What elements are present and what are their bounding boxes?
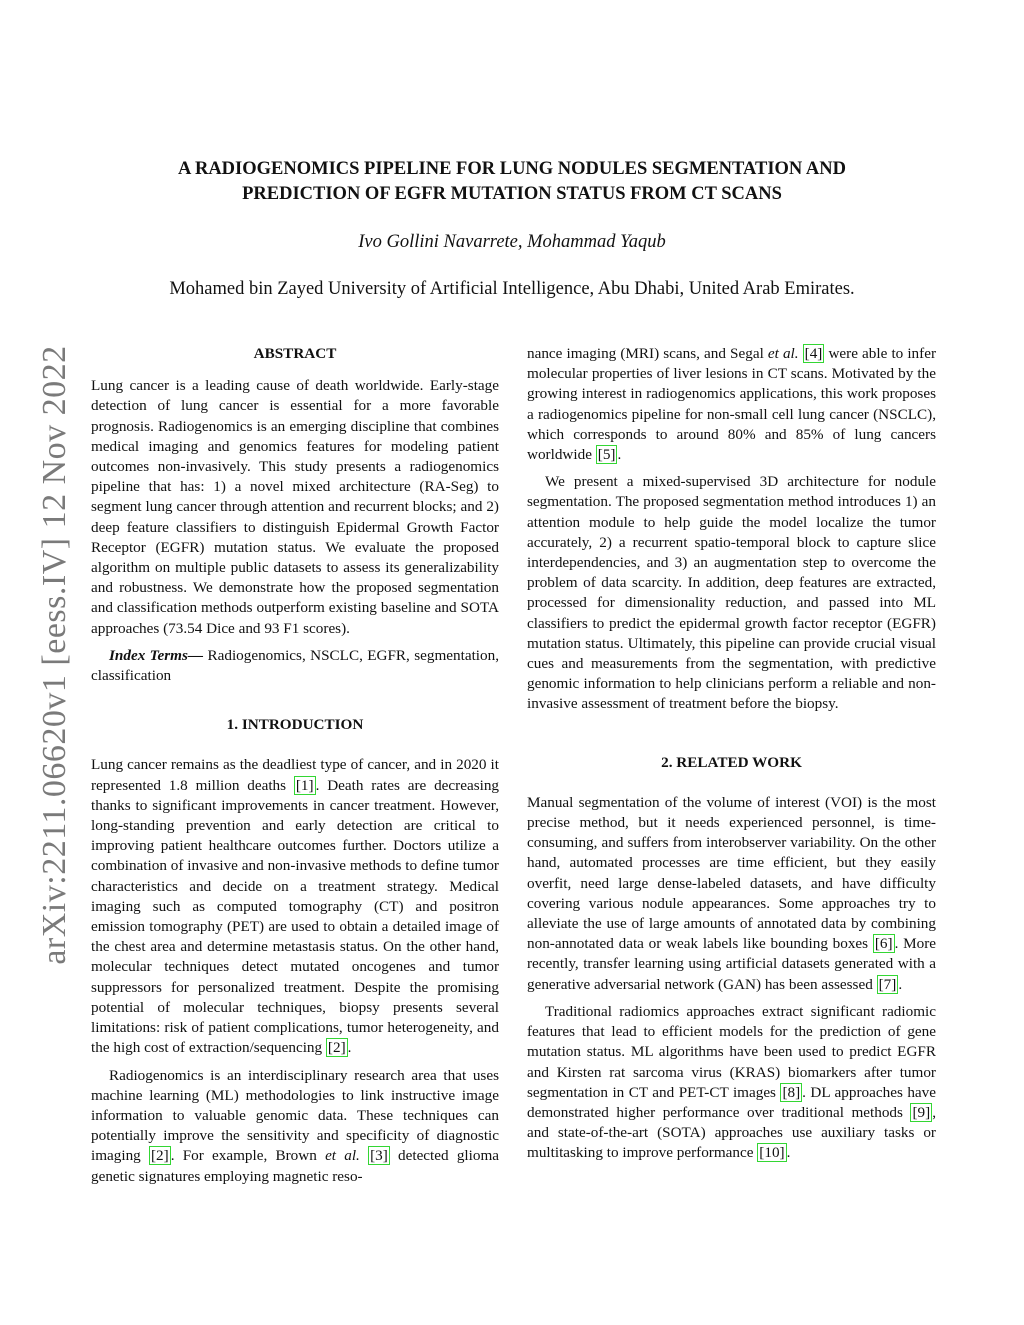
right-paragraph-1 bbox=[527, 344, 936, 465]
citation-5[interactable]: [5] bbox=[597, 446, 616, 464]
right-p1-end: . bbox=[617, 446, 622, 464]
citation-2[interactable]: [2] bbox=[327, 1039, 346, 1057]
intro-p2-text-c: detected glioma genetic signatures employing magnetic reso- bbox=[91, 1147, 499, 1185]
citation-3[interactable]: [3] bbox=[370, 1147, 388, 1165]
related-paragraph-2 bbox=[527, 1002, 936, 1164]
related-p2-text-b: . DL approaches have demonstrated higher performance over traditional methods bbox=[527, 1083, 936, 1121]
citation-7[interactable]: [7] bbox=[878, 975, 897, 993]
related-paragraph-1 bbox=[527, 793, 936, 995]
title-line-1: A RADIOGENOMICS PIPELINE FOR LUNG NODULES SEGMENTATION AND bbox=[178, 159, 846, 179]
abstract-text: Lung cancer is a leading cause of death worldwide. Early-stage detection of lung cancer is essential for a more favorable prognosis. Radiogenomics is an emerging discipline that combines medical imaging and genomics features for modeling patient outcomes non-invasively. This study presents a radiogenomics pipeline that has: 1) a novel mixed architecture (RA-Seg) to segment lung cancer through attention and recurrent blocks; and 2) deep feature classifiers to distinguish Epidermal Growth Factor Receptor (EGFR) mutation status. We evaluate the proposed algorithm on multiple public datasets to assess its generalizability and robustness. We demonstrate how the proposed segmentation and classification methods outperform existing baseline and SOTA approaches (73.54 Dice and 93 F1 scores). bbox=[91, 377, 499, 637]
intro-p2-text-b: . For example, Brown bbox=[170, 1147, 326, 1165]
affiliation: Mohamed bin Zayed University of Artificial Intelligence, Abu Dhabi, United Arab Emirates. bbox=[169, 279, 855, 299]
citation-10[interactable]: [10] bbox=[759, 1144, 785, 1162]
citation-2b[interactable]: [2] bbox=[151, 1147, 169, 1165]
citation-8[interactable]: [8] bbox=[782, 1083, 801, 1101]
paper-title bbox=[0, 157, 1024, 207]
intro-p1-text-a: Lung cancer remains as the deadliest type of cancer, and in 2020 it represented 1.8 million deaths bbox=[91, 756, 499, 794]
intro-heading: 1. INTRODUCTION bbox=[226, 716, 364, 734]
intro-p1-end: . bbox=[347, 1039, 352, 1057]
right-paragraph-2: We present a mixed-supervised 3D architecture for nodule segmentation. The proposed segmentation method introduces 1) an attention module to help guide the model localize the tumor accurately, 2) a recurrent spatio-temporal block to capture slice interdependencies, and 3) an augmentation step to overcome the problem of data scarcity. In addition, deep features are extracted, processed for dimensionality reduction, and passed into ML classifiers to predict the epidermal growth factor receptor (EGFR) mutation status. Ultimately, this pipeline can provide crucial visual cues and measurements from the segmentation, with predictive genomic information to help clinicians perform a reliable and non-invasive assessment of treatment before the biopsy. bbox=[527, 473, 936, 713]
related-p1-text-b: . More recently, transfer learning using artificial datasets generated with a generative adversarial network (GAN) has been assessed bbox=[527, 935, 937, 993]
intro-paragraph-1 bbox=[91, 755, 499, 1058]
related-p2-text-a: Traditional radiomics approaches extract significant radiomic features that lead to efficient models for the prediction of gene mutation status. ML algorithms have been used to predict EGFR and Kirsten rat sarcoma virus (KRAS) biomarkers after tumor segmentation in CT and PET-CT images bbox=[527, 1002, 936, 1101]
intro-p1-text-b: . Death rates are decreasing thanks to significant improvements in cancer treatment. However, long-standing prevention and early detection are critical to improving patient healthcare outcomes further. Doctors utilize a combination of invasive and non-invasive methods to define tumor characteristics and decide on a treatment strategy. Medical imaging such as computed tomography (CT) and positron emission tomography (PET) are used to obtain a detailed image of the chest area and determine metastasis status. On the other hand, molecular techniques detect mutated oncogenes and tumor suppressors for personalized treatment. Despite the promising potential of molecular techniques, biopsy presents several limitations: risk of patient complications, tumor heterogeneity, and the high cost of extraction/sequencing bbox=[91, 776, 500, 1057]
et-al: et al. bbox=[325, 1147, 360, 1165]
right-p1-text-b: were able to infer molecular properties of liver lesions in CT scans. Motivated by the growing interest in radiogenomics applications, this work proposes a radiogenomics pipeline for non-small cell lung cancer (NSCLC), which corresponds to around 80% and 85% of lung cancers worldwide bbox=[527, 345, 937, 464]
citation-1[interactable]: [1] bbox=[295, 776, 314, 794]
related-p1-text-a: Manual segmentation of the volume of interest (VOI) is the most precise method, but it needs experienced personnel, is time-consuming, and suffers from interobserver variability. On the other hand, automated processes are time efficient, but they easily overfit, need large dense-labeled datasets, and have difficulty covering various nodule appearances. Some approaches try to alleviate the use of large amounts of annotated data by combining non-annotated data or weak labels like bounding boxes bbox=[527, 793, 936, 953]
arxiv-stamp: arXiv:2211.06620v1 [eess.IV] 12 Nov 2022 bbox=[36, 345, 73, 965]
index-terms bbox=[91, 646, 499, 686]
related-p2-end: . bbox=[786, 1144, 791, 1162]
citation-9[interactable]: [9] bbox=[912, 1103, 931, 1121]
abstract-heading: ABSTRACT bbox=[253, 345, 337, 362]
citation-4[interactable]: [4] bbox=[804, 345, 823, 362]
related-p2-text-c: , and state-of-the-art (SOTA) approaches use auxiliary tasks or multitasking to improve performance bbox=[527, 1103, 936, 1162]
right-p1-text-a: nance imaging (MRI) scans, and Segal bbox=[527, 345, 768, 362]
index-terms-list: Radiogenomics, NSCLC, EGFR, segmentation, classification bbox=[91, 646, 499, 685]
related-p1-end: . bbox=[898, 975, 903, 993]
authors: Ivo Gollini Navarrete, Mohammad Yaqub bbox=[358, 232, 666, 252]
intro-p2-text-a: Radiogenomics is an interdisciplinary research area that uses machine learning (ML) methodologies to link instructive image information to valuable genomic data. These techniques can potentially improve the sensitivity and specificity of diagnostic imaging bbox=[91, 1066, 499, 1165]
intro-paragraph-2 bbox=[91, 1066, 499, 1187]
left-column bbox=[91, 344, 499, 1187]
related-work-heading: 2. RELATED WORK bbox=[661, 753, 802, 771]
right-column bbox=[527, 344, 936, 1164]
index-terms-label: Index Terms— bbox=[109, 646, 204, 664]
title-line-2: PREDICTION OF EGFR MUTATION STATUS FROM CT SCANS bbox=[242, 184, 782, 204]
et-al: et al. bbox=[767, 345, 799, 362]
citation-6[interactable]: [6] bbox=[874, 935, 893, 953]
